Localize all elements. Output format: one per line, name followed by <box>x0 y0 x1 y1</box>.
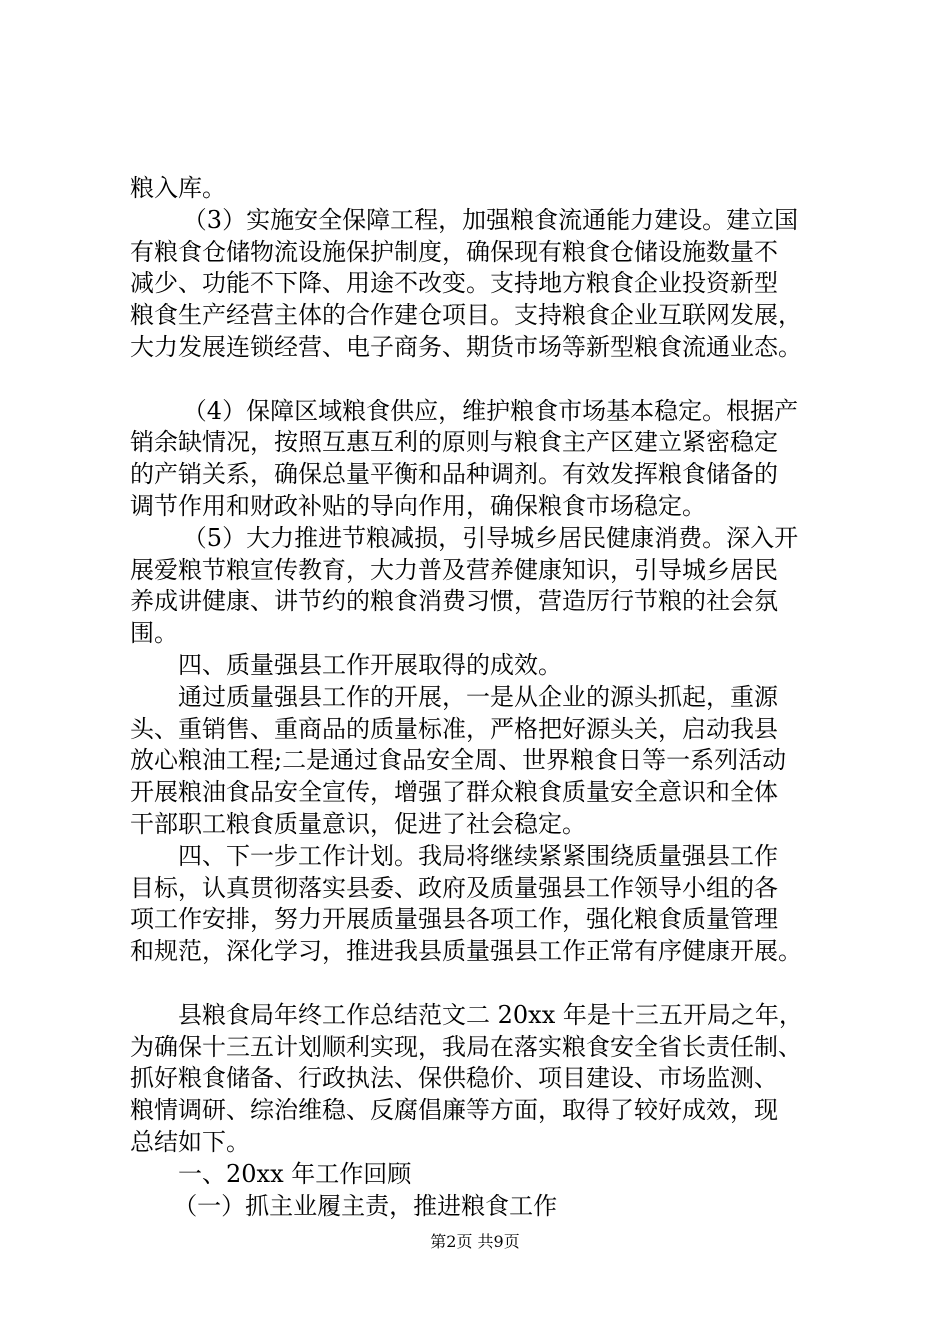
text-line: 大力发展连锁经营、电子商务、期货市场等新型粮食流通业态。 <box>130 332 802 361</box>
text-line: 和规范，深化学习，推进我县质量强县工作正常有序健康开展。 <box>130 937 802 966</box>
text-line: 围。 <box>130 619 178 648</box>
text-line: 干部职工粮食质量意识，促进了社会稳定。 <box>130 809 586 838</box>
text-line: 销余缺情况，按照互惠互利的原则与粮食主产区建立紧密稳定 <box>130 428 778 457</box>
page-footer: 第2页 共9页 <box>430 1232 520 1251</box>
text-line: 四、下一步工作计划。我局将继续紧紧围绕质量强县工作 <box>178 841 778 870</box>
blank-line <box>130 364 850 396</box>
text-line: （一）抓主业履主责，推进粮食工作 <box>173 1191 558 1220</box>
text-line: 项工作安排，努力开展质量强县各项工作，强化粮食质量管理 <box>130 905 778 934</box>
text-line: 的产销关系，确保总量平衡和品种调剂。有效发挥粮食储备的 <box>130 460 778 489</box>
text-line: 粮情调研、综治维稳、反腐倡廉等方面，取得了较好成效，现 <box>130 1096 778 1125</box>
text-line: 展爱粮节粮宣传教育，大力普及营养健康知识，引导城乡居民 <box>130 555 778 584</box>
text-line: 通过质量强县工作的开展，一是从企业的源头抓起，重源 <box>178 682 778 711</box>
text-line: 粮食生产经营主体的合作建仓项目。支持粮食企业互联网发展， <box>130 301 802 330</box>
text-line: （4）保障区域粮食供应，维护粮食市场基本稳定。根据产 <box>182 396 799 425</box>
text-line: 粮入库。 <box>130 174 226 202</box>
text-line: 总结如下。 <box>130 1127 250 1156</box>
text-line: 减少、功能不下降、用途不改变。支持地方粮食企业投资新型 <box>130 269 778 298</box>
text-line: （5）大力推进节粮减损，引导城乡居民健康消费。深入开 <box>182 523 799 552</box>
text-line: （3）实施安全保障工程，加强粮食流通能力建设。建立国 <box>182 205 799 234</box>
text-line: 一、20xx 年工作回顾 <box>178 1159 412 1188</box>
text-line: 放心粮油工程;二是通过食品安全周、世界粮食日等一系列活动 <box>130 746 787 775</box>
text-line: 有粮食仓储物流设施保护制度，确保现有粮食仓储设施数量不 <box>130 237 778 266</box>
text-line: 头、重销售、重商品的质量标准，严格把好源头关，启动我县 <box>130 714 778 743</box>
text-line: 抓好粮食储备、行政执法、保供稳价、项目建设、市场监测、 <box>130 1064 778 1093</box>
text-line: 四、质量强县工作开展取得的成效。 <box>178 650 562 679</box>
text-line: 养成讲健康、讲节约的粮食消费习惯，营造厉行节粮的社会氛 <box>130 587 778 616</box>
blank-line <box>130 968 850 1000</box>
text-line: 目标，认真贯彻落实县委、政府及质量强县工作领导小组的各 <box>130 873 778 902</box>
text-line: 县粮食局年终工作总结范文二 20xx 年是十三五开局之年， <box>178 1000 803 1029</box>
text-line: 为确保十三五计划顺利实现，我局在落实粮食安全省长责任制、 <box>130 1032 802 1061</box>
text-line: 开展粮油食品安全宣传，增强了群众粮食质量安全意识和全体 <box>130 778 778 807</box>
document-body <box>130 173 850 1222</box>
text-line: 调节作用和财政补贴的导向作用，确保粮食市场稳定。 <box>130 491 706 520</box>
